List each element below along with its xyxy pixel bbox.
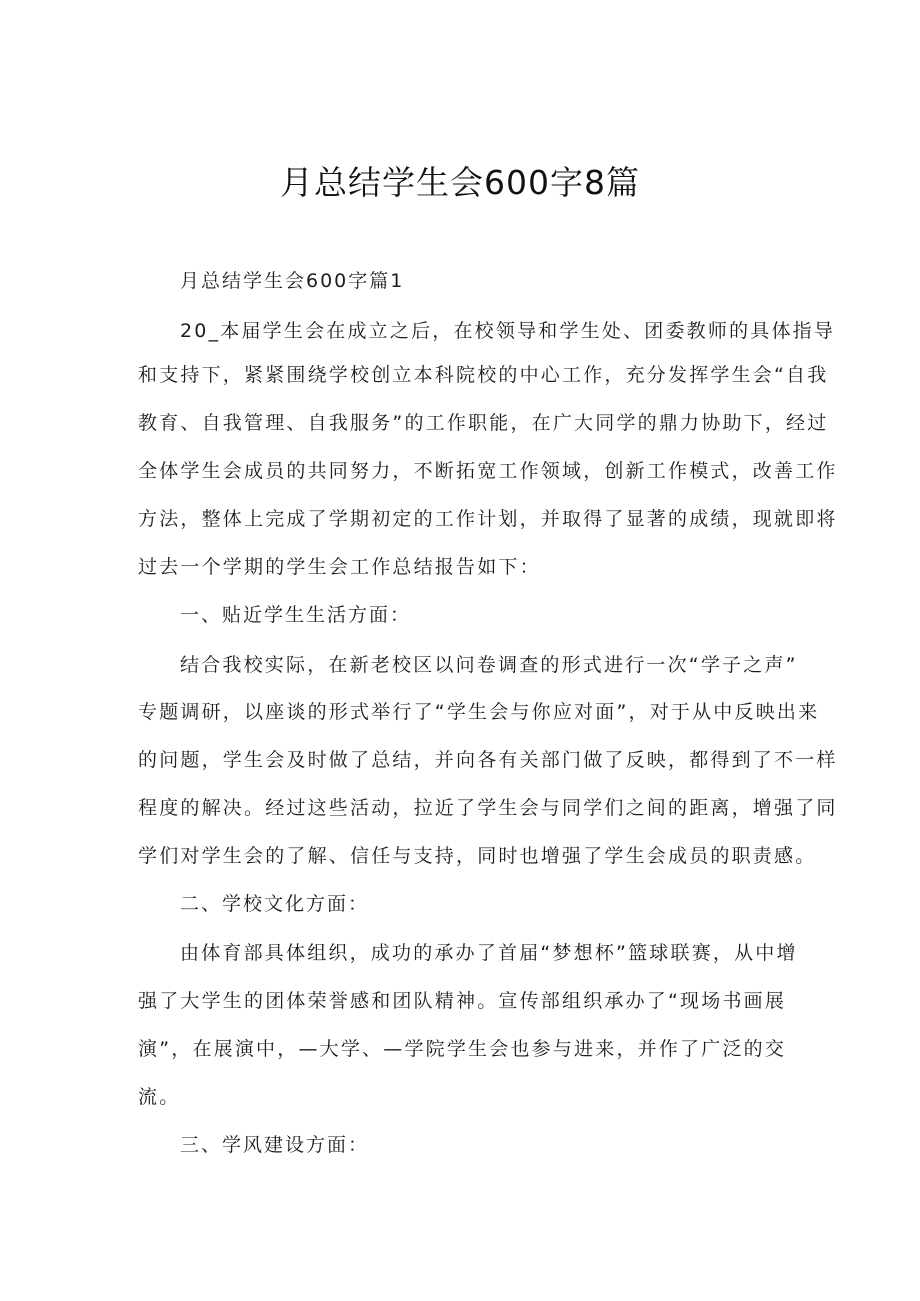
document-title: 月总结学生会600字8篇 bbox=[280, 163, 640, 202]
paragraph-line: 全体学生会成员的共同努力，不断拓宽工作领域，创新工作模式，改善工作 bbox=[138, 460, 838, 482]
paragraph-line: 专题调研，以座谈的形式举行了“学生会与你应对面”，对于从中反映出来 bbox=[138, 701, 820, 723]
paragraph-line: 教育、自我管理、自我服务”的工作职能，在广大同学的鼎力协助下，经过 bbox=[138, 412, 829, 434]
section-label: 月总结学生会600字篇1 bbox=[180, 270, 405, 292]
paragraph-line: 演”，在展演中，—大学、—学院学生会也参与进来，并作了广泛的交 bbox=[138, 1038, 787, 1060]
section-heading-campus-culture: 二、学校文化方面： bbox=[180, 893, 370, 915]
paragraph-line: 的问题，学生会及时做了总结，并向各有关部门做了反映，都得到了不一样 bbox=[138, 749, 838, 771]
paragraph-line: 程度的解决。经过这些活动，拉近了学生会与同学们之间的距离，增强了同 bbox=[138, 797, 838, 819]
paragraph-line: 学们对学生会的了解、信任与支持，同时也增强了学生会成员的职责感。 bbox=[138, 845, 817, 867]
paragraph-line: 过去一个学期的学生会工作总结报告如下： bbox=[138, 556, 541, 578]
paragraph-line: 结合我校实际，在新老校区以问卷调查的形式进行一次“学子之声” bbox=[180, 654, 798, 676]
section-heading-student-life: 一、贴近学生生活方面： bbox=[180, 604, 412, 626]
paragraph-line: 和支持下，紧紧围绕学校创立本科院校的中心工作，充分发挥学生会“自我 bbox=[138, 364, 829, 386]
paragraph-line: 由体育部具体组织，成功的承办了首届“梦想杯”篮球联赛，从中增 bbox=[180, 942, 798, 964]
paragraph-line: 强了大学生的团体荣誉感和团队精神。宣传部组织承办了“现场书画展 bbox=[138, 990, 787, 1012]
paragraph-line: 20_本届学生会在成立之后，在校领导和学生处、团委教师的具体指导 bbox=[180, 320, 836, 342]
section-heading-study-style: 三、学风建设方面： bbox=[180, 1134, 370, 1156]
paragraph-line: 方法，整体上完成了学期初定的工作计划，并取得了显著的成绩，现就即将 bbox=[138, 508, 838, 530]
paragraph-line: 流。 bbox=[138, 1086, 181, 1108]
